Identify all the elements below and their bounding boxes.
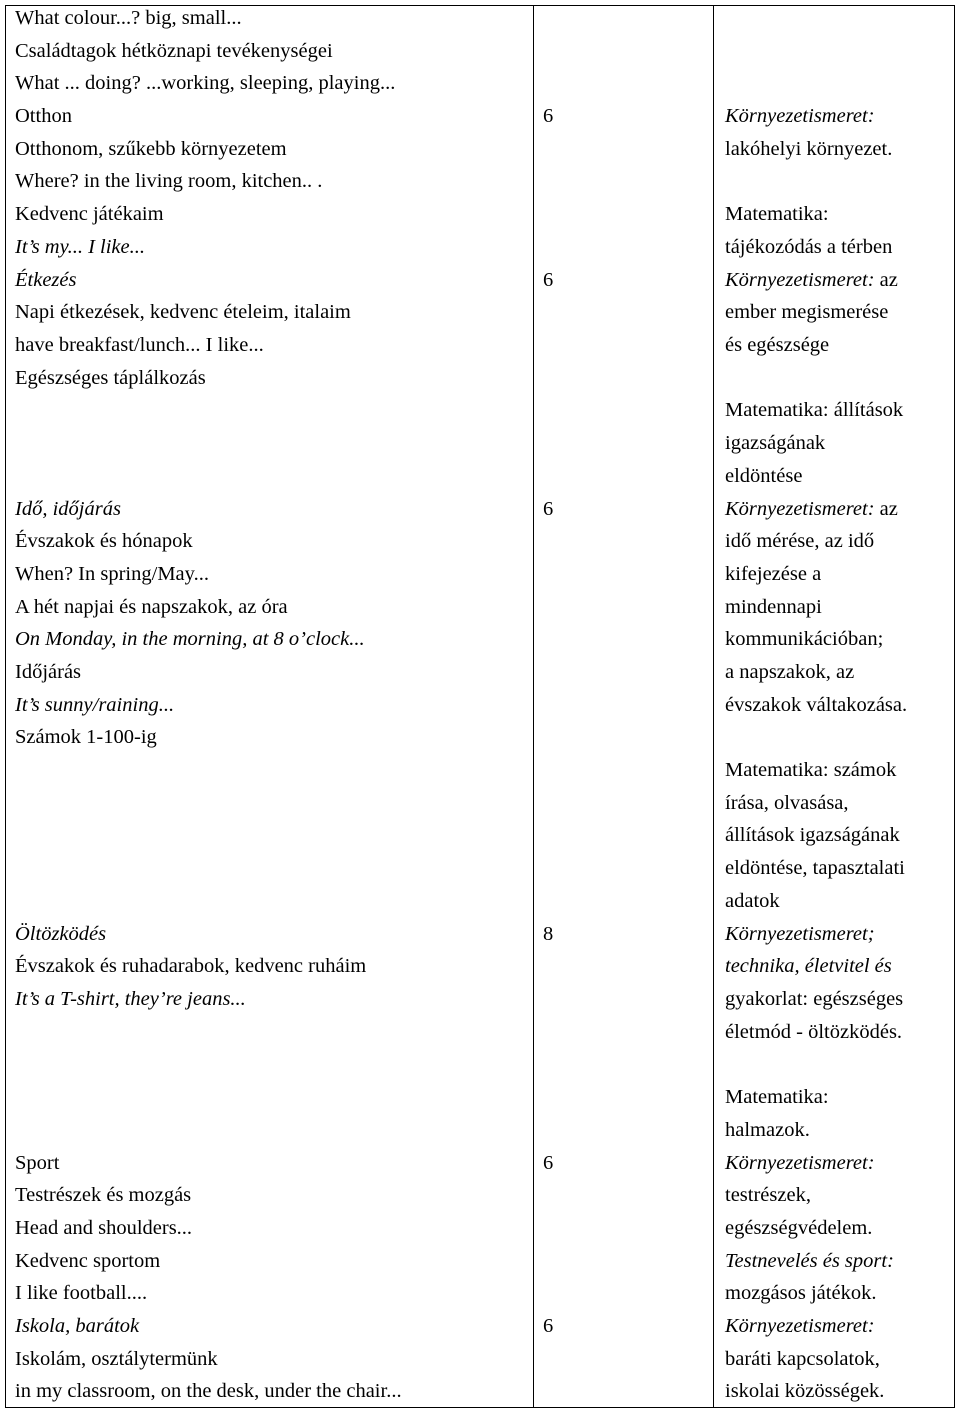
connection-line: Matematika: xyxy=(725,203,829,226)
topic-line: Öltözködés xyxy=(15,922,107,945)
connection-line: eldöntése, tapasztalati xyxy=(725,857,905,880)
connection-line: tájékozódás a térben xyxy=(725,235,893,258)
connection-line: halmazok. xyxy=(725,1118,810,1141)
connection-line: mozgásos játékok. xyxy=(725,1282,877,1305)
hours-cell-sport xyxy=(543,1147,553,1180)
connection-line: Környezetismeret: az xyxy=(725,268,898,291)
topic-cell-iskola xyxy=(15,1310,402,1408)
topic-line: Iskolám, osztálytermünk xyxy=(15,1347,218,1370)
topic-line: have breakfast/lunch... I like... xyxy=(15,333,264,356)
topic-line: Évszakok és hónapok xyxy=(15,530,193,553)
connection-line: ember megismerése xyxy=(725,301,889,324)
topic-cell-colours-family xyxy=(15,2,395,100)
connection-line: adatok xyxy=(725,889,780,912)
topic-line: Where? in the living room, kitchen.. . xyxy=(15,170,323,193)
connection-line: Környezetismeret; xyxy=(725,922,875,945)
connection-line: eldöntése xyxy=(725,464,803,487)
topic-line: Iskola, barátok xyxy=(15,1315,140,1337)
connection-line: technika, életvitel és xyxy=(725,955,892,978)
topic-line: Kedvenc játékaim xyxy=(15,203,164,226)
connection-line: Testnevelés és sport: xyxy=(725,1249,894,1272)
topic-line: What ... doing? ...working, sleeping, playing... xyxy=(15,72,396,95)
hours-cell-oltozkodes xyxy=(543,918,553,951)
topic-line: It’s sunny/raining... xyxy=(15,693,175,716)
topic-line: Testrészek és mozgás xyxy=(15,1184,192,1207)
column-divider-hours xyxy=(713,5,714,1408)
topic-line: Idő, időjárás xyxy=(15,497,121,520)
topic-line: Otthonom, szűkebb környezetem xyxy=(15,137,287,160)
hours-value: 6 xyxy=(543,268,554,291)
hours-value: 8 xyxy=(543,922,554,945)
topic-line: Napi étkezések, kedvenc ételeim, italaim xyxy=(15,301,351,324)
connection-line: kommunikációban; xyxy=(725,628,884,651)
connection-line: gyakorlat: egészséges xyxy=(725,987,904,1010)
topic-cell-etkezes xyxy=(15,264,351,395)
topic-line: A hét napjai és napszakok, az óra xyxy=(15,595,288,618)
hours-value: 6 xyxy=(543,105,554,128)
connection-line: kifejezése a xyxy=(725,562,822,585)
hours-cell-etkezes xyxy=(543,264,553,297)
topic-cell-ido-idojaras xyxy=(15,493,365,755)
topic-line: Számok 1-100-ig xyxy=(15,726,157,749)
connection-line: testrészek, xyxy=(725,1184,811,1207)
blank-line xyxy=(725,721,907,754)
blank-line xyxy=(725,165,892,198)
connections-cell-etkezes xyxy=(725,264,903,493)
hours-cell-ido-idojaras xyxy=(543,493,553,526)
connection-line: Környezetismeret: xyxy=(725,1151,875,1174)
topic-line: It’s my... I like... xyxy=(15,235,145,258)
connection-line: életmód - öltözködés. xyxy=(725,1020,903,1043)
connection-line: és egészsége xyxy=(725,333,830,356)
connection-line: Környezetismeret: az xyxy=(725,497,898,520)
connection-line: Környezetismeret: xyxy=(725,1315,875,1337)
connection-line: írása, olvasása, xyxy=(725,791,849,814)
topic-cell-oltozkodes xyxy=(15,918,366,1016)
connection-line: Környezetismeret: xyxy=(725,105,875,128)
topic-line: When? In spring/May... xyxy=(15,562,209,585)
topic-cell-sport xyxy=(15,1147,192,1310)
connections-cell-otthon xyxy=(725,100,892,263)
connection-line: idő mérése, az idő xyxy=(725,530,875,553)
topic-line: Időjárás xyxy=(15,660,82,683)
topic-line: Sport xyxy=(15,1151,60,1174)
connection-line: iskolai közösségek. xyxy=(725,1380,885,1403)
topic-line: It’s a T-shirt, they’re jeans... xyxy=(15,987,246,1010)
connection-line: egészségvédelem. xyxy=(725,1216,873,1239)
topic-line: Kedvenc sportom xyxy=(15,1249,161,1272)
blank-line xyxy=(725,1048,903,1081)
connection-line: lakóhelyi környezet. xyxy=(725,137,893,160)
connections-cell-oltozkodes xyxy=(725,918,903,1147)
blank-line xyxy=(725,362,903,395)
topic-cell-otthon xyxy=(15,100,322,263)
topic-line: Étkezés xyxy=(15,268,77,291)
topic-line: Egészséges táplálkozás xyxy=(15,366,206,389)
connection-line: baráti kapcsolatok, xyxy=(725,1347,880,1370)
connection-line: állítások igazságának xyxy=(725,824,900,847)
topic-line: Otthon xyxy=(15,105,72,128)
topic-line: What colour...? big, small... xyxy=(15,7,242,29)
connections-cell-sport xyxy=(725,1147,894,1310)
topic-line: On Monday, in the morning, at 8 o’clock... xyxy=(15,628,365,651)
column-divider-topic xyxy=(533,5,534,1408)
connection-line: igazságának xyxy=(725,432,826,455)
connection-line: mindennapi xyxy=(725,595,822,618)
topic-line: Évszakok és ruhadarabok, kedvenc ruháim xyxy=(15,955,367,978)
connection-line: Matematika: xyxy=(725,1086,829,1109)
hours-value: 6 xyxy=(543,1315,554,1337)
topic-line: in my classroom, on the desk, under the chair... xyxy=(15,1380,402,1403)
hours-cell-iskola xyxy=(543,1310,553,1343)
hours-value: 6 xyxy=(543,497,554,520)
hours-value: 6 xyxy=(543,1151,554,1174)
connections-cell-iskola xyxy=(725,1310,884,1408)
connection-line: Matematika: állítások xyxy=(725,399,904,422)
connection-line: Matematika: számok xyxy=(725,759,897,781)
hours-cell-otthon xyxy=(543,100,553,133)
connection-line: évszakok váltakozása. xyxy=(725,693,908,716)
connections-cell-ido-idojaras xyxy=(725,493,907,918)
connection-line: a napszakok, az xyxy=(725,660,855,683)
topic-line: Head and shoulders... xyxy=(15,1216,193,1239)
topic-line: I like football.... xyxy=(15,1282,148,1305)
topic-line: Családtagok hétköznapi tevékenységei xyxy=(15,39,333,62)
